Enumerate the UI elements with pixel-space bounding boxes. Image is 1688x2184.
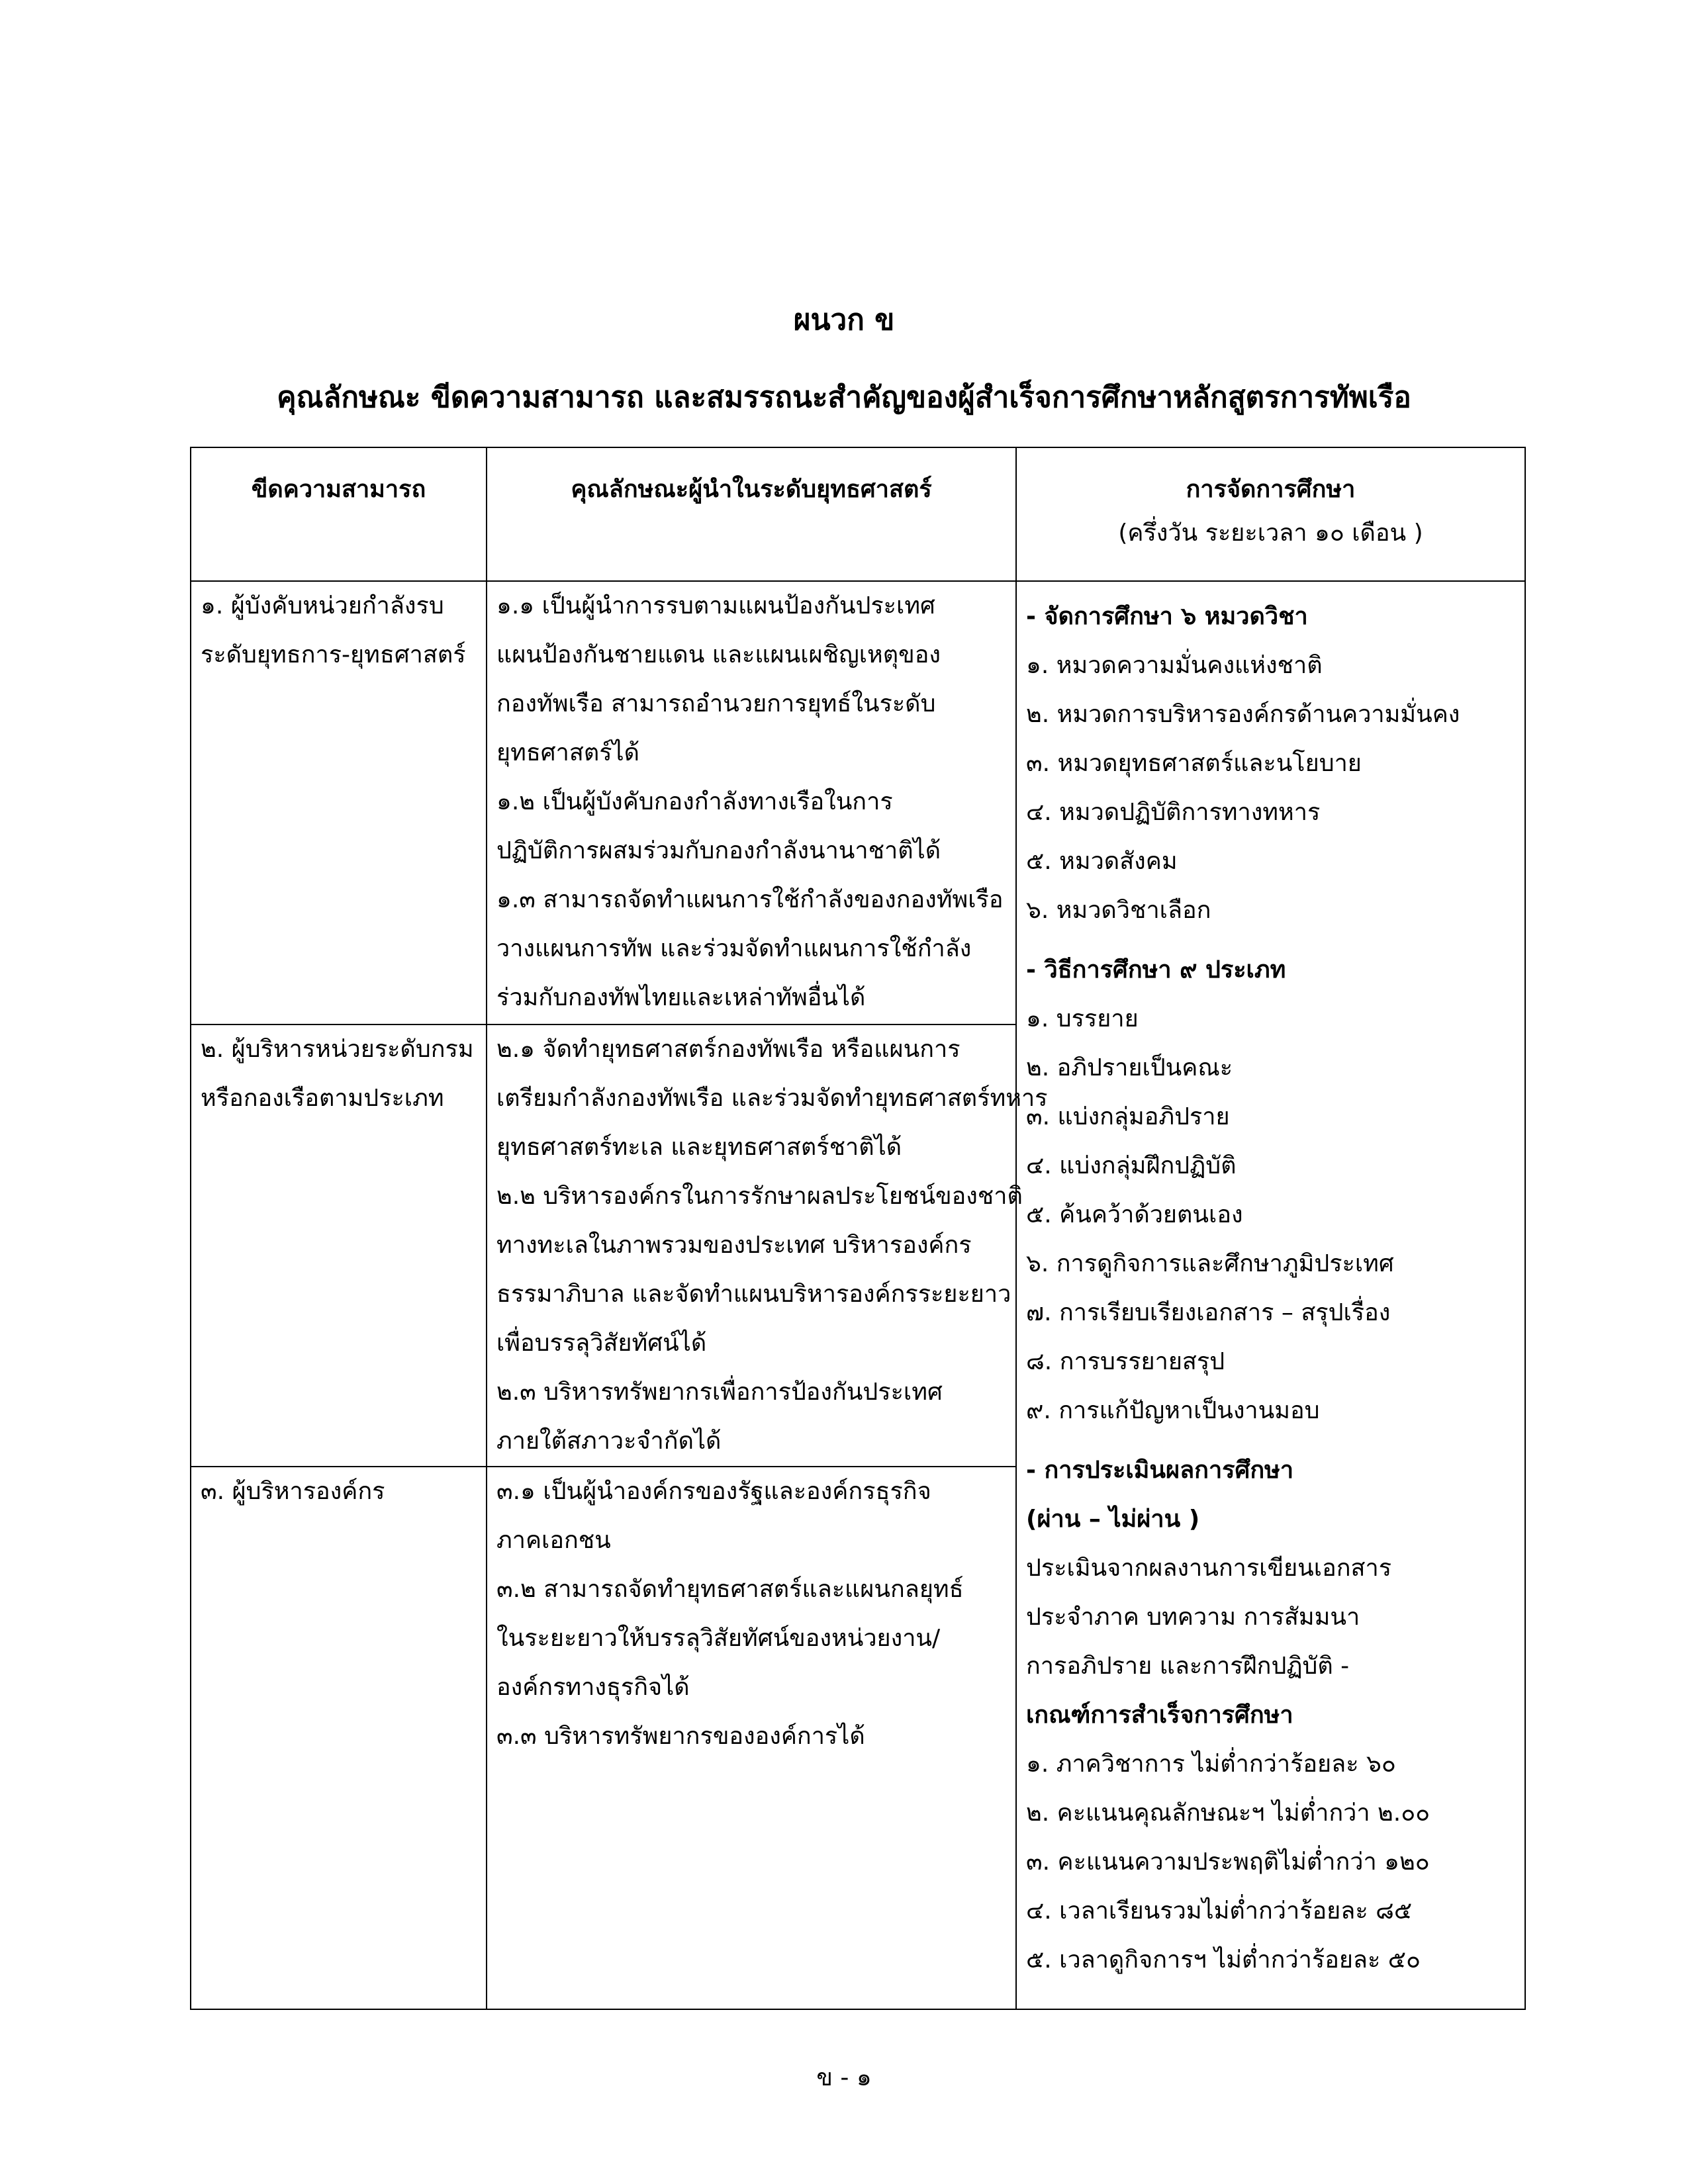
capability-line: หรือกองเรือตามประเภท (201, 1085, 444, 1112)
subject-item: ๔. หมวดปฏิบัติการทางทหาร (1026, 799, 1321, 826)
method-item: ๓. แบ่งกลุ่มอภิปราย (1026, 1103, 1230, 1130)
evaluation-text (1026, 1544, 1515, 1691)
subject-item: ๒. หมวดการบริหารองค์กรด้านความมั่นคง (1026, 701, 1460, 728)
trait-line: ๓.๓ บริหารทรัพยากรขององค์การได้ (496, 1723, 865, 1750)
trait-line: ๑.๓ สามารถจัดทำแผนการใช้กำลังของกองทัพเรือ (496, 886, 1004, 913)
subject-item: ๖. หมวดวิชาเลือก (1026, 897, 1211, 924)
page-number: ข - ๑ (816, 2064, 872, 2091)
capability-line: ๒. ผู้บริหารหน่วยระดับกรม (201, 1036, 474, 1063)
evaluation-line: ประเมินจากผลงานการเขียนเอกสาร (1026, 1555, 1392, 1582)
table-header-row (191, 447, 1525, 581)
trait-line: องค์กรทางธุรกิจได้ (496, 1674, 690, 1701)
trait-line: ๒.๑ จัดทำยุทธศาสตร์กองทัพเรือ หรือแผนการ (496, 1036, 961, 1063)
capability-cell (191, 1024, 487, 1467)
evaluation-line: ประจำภาค บทความ การสัมมนา (1026, 1604, 1360, 1631)
header-traits-label: คุณลักษณะผู้นำในระดับยุทธศาสตร์ (571, 476, 932, 503)
criteria-item: ๓. คะแนนความประพฤติไม่ต่ำกว่า ๑๒๐ (1026, 1848, 1430, 1876)
method-item: ๙. การแก้ปัญหาเป็นงานมอบ (1026, 1397, 1320, 1424)
methods-list (1026, 995, 1515, 1435)
header-education-label: การจัดการศึกษา (1186, 476, 1356, 503)
trait-line: ปฏิบัติการผสมร่วมกับกองกำลังนานาชาติได้ (496, 837, 941, 864)
method-item: ๖. การดูกิจการและศึกษาภูมิประเทศ (1026, 1250, 1394, 1277)
capability-line: ๑. ผู้บังคับหน่วยกำลังรบ (201, 592, 444, 619)
capability-cell (191, 581, 487, 1024)
criteria-item: ๔. เวลาเรียนรวมไม่ต่ำกว่าร้อยละ ๘๕ (1026, 1897, 1413, 1925)
trait-line: เตรียมกำลังกองทัพเรือ และร่วมจัดทำยุทธศาสตร์ทหาร (496, 1085, 1048, 1112)
capability-line: ๓. ผู้บริหารองค์กร (201, 1478, 385, 1505)
trait-line: แผนป้องกันชายแดน และแผนเผชิญเหตุของ (496, 641, 941, 668)
methods-heading: - วิธีการศึกษา ๙ ประเภท (1026, 956, 1286, 983)
traits-cell (487, 581, 1016, 1024)
trait-line: ภาคเอกชน (496, 1527, 611, 1554)
subject-item: ๕. หมวดสังคม (1026, 848, 1178, 875)
subject-item: ๓. หมวดยุทธศาสตร์และนโยบาย (1026, 750, 1362, 777)
capability-line: ระดับยุทธการ-ยุทธศาสตร์ (201, 641, 466, 668)
trait-line: กองทัพเรือ สามารถอำนวยการยุทธ์ในระดับ (496, 690, 936, 717)
method-item: ๔. แบ่งกลุ่มฝึกปฏิบัติ (1026, 1152, 1237, 1179)
subjects-heading: - จัดการศึกษา ๖ หมวดวิชา (1026, 603, 1308, 630)
method-item: ๗. การเรียบเรียงเอกสาร – สรุปเรื่อง (1026, 1299, 1391, 1326)
method-item: ๘. การบรรยายสรุป (1026, 1348, 1225, 1375)
header-education-sub: (ครึ่งวัน ระยะเวลา ๑๐ เดือน ) (1118, 520, 1423, 547)
trait-line: ภายใต้สภาวะจำกัดได้ (496, 1428, 722, 1455)
trait-line: เพื่อบรรลุวิสัยทัศน์ได้ (496, 1330, 707, 1357)
trait-line: ในระยะยาวให้บรรลุวิสัยทัศน์ของหน่วยงาน/ (496, 1625, 941, 1652)
annex-title: ผนวก ข (793, 303, 895, 337)
subject-item: ๑. หมวดความมั่นคงแห่งชาติ (1026, 652, 1323, 679)
trait-line: ๓.๑ เป็นผู้นำองค์กรของรัฐและองค์กรธุรกิจ (496, 1478, 931, 1505)
trait-line: ๒.๓ บริหารทรัพยากรเพื่อการป้องกันประเทศ (496, 1379, 943, 1406)
header-traits (487, 447, 1016, 581)
trait-line: ธรรมาภิบาล และจัดทำแผนบริหารองค์กรระยะยาว (496, 1281, 1011, 1308)
header-education (1016, 447, 1525, 581)
trait-line: ๒.๒ บริหารองค์กรในการรักษาผลประโยชน์ของชาติ (496, 1183, 1023, 1210)
criteria-heading: เกณฑ์การสำเร็จการศึกษา (1026, 1702, 1293, 1729)
criteria-item: ๕. เวลาดูกิจการฯ ไม่ต่ำกว่าร้อยละ ๕๐ (1026, 1946, 1421, 1974)
header-capability-label: ขีดความสามารถ (251, 476, 426, 503)
trait-line: ยุทธศาสตร์ทะเล และยุทธศาสตร์ชาติได้ (496, 1134, 902, 1161)
document-title: คุณลักษณะ ขีดความสามารถ และสมรรถนะสำคัญของผู้สำเร็จการศึกษาหลักสูตรการทัพเรือ (277, 381, 1411, 414)
capability-table (190, 447, 1526, 2010)
education-cell (1016, 581, 1525, 2009)
trait-line: ร่วมกับกองทัพไทยและเหล่าทัพอื่นได้ (496, 984, 866, 1011)
method-item: ๒. อภิปรายเป็นคณะ (1026, 1054, 1233, 1081)
method-item: ๕. ค้นคว้าด้วยตนเอง (1026, 1201, 1243, 1228)
evaluation-sub: (ผ่าน – ไม่ผ่าน ) (1026, 1506, 1200, 1533)
trait-line: ๑.๑ เป็นผู้นำการรบตามแผนป้องกันประเทศ (496, 592, 935, 619)
capability-cell (191, 1467, 487, 2009)
traits-cell (487, 1024, 1048, 1467)
trait-line: วางแผนการทัพ และร่วมจัดทำแผนการใช้กำลัง (496, 935, 972, 962)
table-row (191, 581, 1525, 1024)
evaluation-heading: - การประเมินผลการศึกษา (1026, 1457, 1294, 1484)
criteria-item: ๒. คะแนนคุณลักษณะฯ ไม่ต่ำกว่า ๒.๐๐ (1026, 1799, 1430, 1827)
trait-line: ยุทธศาสตร์ได้ (496, 739, 640, 766)
trait-line: ๑.๒ เป็นผู้บังคับกองกำลังทางเรือในการ (496, 788, 893, 815)
criteria-item: ๑. ภาควิชาการ ไม่ต่ำกว่าร้อยละ ๖๐ (1026, 1751, 1396, 1778)
evaluation-line: การอภิปราย และการฝึกปฏิบัติ - (1026, 1653, 1350, 1680)
trait-line: ทางทะเลในภาพรวมของประเทศ บริหารองค์กร (496, 1232, 972, 1259)
criteria-list (1026, 1740, 1515, 1985)
method-item: ๑. บรรยาย (1026, 1005, 1139, 1032)
subjects-list (1026, 641, 1515, 935)
traits-cell (487, 1467, 1016, 2009)
header-capability (191, 447, 487, 581)
trait-line: ๓.๒ สามารถจัดทำยุทธศาสตร์และแผนกลยุทธ์ (496, 1576, 964, 1603)
